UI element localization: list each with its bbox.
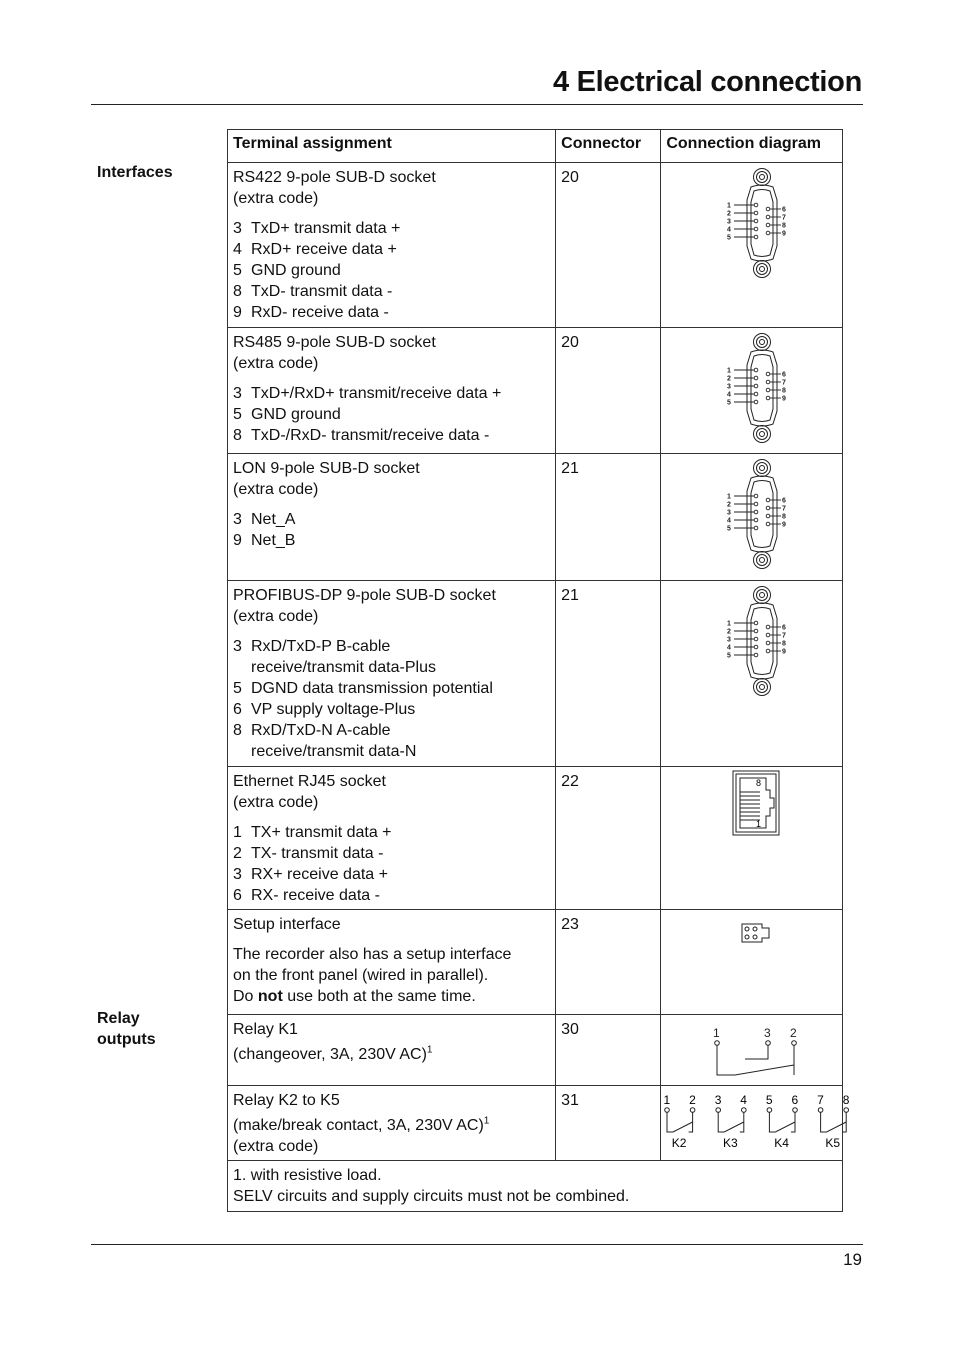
terminal-cell: RS485 9-pole SUB-D socket (extra code) 3 TxD+/RxD+ transmit/receive data + 5 GND ground 8 TxD-/RxD- transmit/receive data - bbox=[228, 328, 556, 454]
relay-pin-terminal bbox=[767, 1108, 772, 1113]
svg-text:6: 6 bbox=[782, 497, 787, 505]
terminal-table bbox=[227, 129, 850, 1212]
table-row bbox=[228, 328, 843, 454]
svg-text:4: 4 bbox=[727, 517, 732, 525]
svg-text:9: 9 bbox=[782, 395, 787, 403]
relay-pin-label: 5 bbox=[766, 1093, 773, 1107]
footnote-cell: 1. with resistive load. SELV circuits and supply circuits must not be combined. bbox=[228, 1161, 843, 1212]
page-title: 4 Electrical connection bbox=[553, 66, 862, 98]
relay-pin-label: 8 bbox=[843, 1093, 850, 1107]
table-row bbox=[228, 163, 843, 328]
diagram-cell bbox=[661, 163, 843, 328]
svg-text:8: 8 bbox=[782, 513, 787, 521]
svg-text:4: 4 bbox=[727, 226, 732, 234]
pin-line: 8 TxD-/RxD- transmit/receive data - bbox=[233, 427, 490, 444]
pin-line: 3 RxD/TxD-P B-cable bbox=[233, 638, 391, 655]
col-header-terminal: Terminal assignment bbox=[228, 130, 556, 163]
svg-text:3: 3 bbox=[727, 383, 732, 391]
pin-line: 9 Net_B bbox=[233, 532, 296, 549]
relay-pin-label: 3 bbox=[764, 1026, 772, 1040]
svg-text:5: 5 bbox=[727, 525, 732, 533]
relay-pin-terminal bbox=[844, 1108, 849, 1113]
svg-text:3: 3 bbox=[727, 509, 732, 517]
svg-text:8: 8 bbox=[782, 640, 787, 648]
svg-text:7: 7 bbox=[782, 214, 787, 222]
relay-pin-terminal bbox=[819, 1108, 824, 1113]
table-row bbox=[228, 767, 843, 910]
svg-text:4: 4 bbox=[727, 644, 732, 652]
svg-text:1: 1 bbox=[727, 202, 732, 210]
relay-pin-terminal bbox=[742, 1108, 747, 1113]
svg-text:1: 1 bbox=[727, 493, 732, 501]
table-row bbox=[228, 454, 843, 581]
footer-rule bbox=[91, 1244, 863, 1245]
diagram-cell bbox=[661, 581, 843, 767]
subd-9pin-socket-icon bbox=[725, 585, 789, 697]
table-row bbox=[228, 1015, 843, 1086]
svg-text:6: 6 bbox=[782, 206, 787, 214]
svg-text:7: 7 bbox=[782, 632, 787, 640]
svg-text:4: 4 bbox=[727, 391, 732, 399]
connector-cell: 20 bbox=[556, 328, 661, 454]
subd-9pin-socket-icon bbox=[725, 458, 789, 570]
svg-text:2: 2 bbox=[727, 501, 732, 509]
relay-contact bbox=[719, 1112, 745, 1132]
pin-line: 3 Net_A bbox=[233, 511, 296, 528]
relay-pin-label: 4 bbox=[740, 1093, 748, 1107]
terminal-cell: Relay K1 (changeover, 3A, 230V AC)$^1$ bbox=[228, 1015, 556, 1086]
svg-text:1: 1 bbox=[727, 367, 732, 375]
svg-text:3: 3 bbox=[727, 636, 732, 644]
svg-text:5: 5 bbox=[727, 652, 732, 660]
pin-line: 8 RxD/TxD-N A-cable bbox=[233, 722, 391, 739]
relay-pin-terminal bbox=[793, 1108, 798, 1113]
diagram-cell bbox=[661, 328, 843, 454]
col-header-connector: Connector bbox=[556, 130, 661, 163]
svg-text:8: 8 bbox=[782, 222, 787, 230]
relay-k2-k5-diagram bbox=[661, 1092, 852, 1156]
relay-name-label: K5 bbox=[825, 1136, 841, 1150]
connector-cell: 21 bbox=[556, 581, 661, 767]
svg-text:6: 6 bbox=[782, 624, 787, 632]
subd-9pin-socket-icon bbox=[725, 332, 789, 444]
subd-socket-diagram bbox=[725, 167, 789, 285]
diagram-cell bbox=[661, 910, 843, 1015]
table-row bbox=[228, 1086, 843, 1161]
terminal-cell: Relay K2 to K5 (make/break contact, 3A, 230V AC)$^1$ (extra code) bbox=[228, 1086, 556, 1161]
pin-line: 1 TX+ transmit data + bbox=[233, 824, 392, 841]
pin-line: 4 RxD+ receive data + bbox=[233, 241, 397, 258]
connector-cell: 21 bbox=[556, 454, 661, 581]
subd-socket-diagram bbox=[725, 585, 789, 703]
subd-9pin-socket-icon bbox=[725, 167, 789, 279]
table-header-row bbox=[228, 130, 843, 163]
diagram-cell bbox=[661, 1015, 843, 1086]
relay-pin-label: 2 bbox=[689, 1093, 697, 1107]
relay-pin-label: 6 bbox=[791, 1093, 799, 1107]
relay-pin-label: 1 bbox=[663, 1093, 671, 1107]
rj45-socket-icon bbox=[732, 770, 782, 836]
pin-line: receive/transmit data-N bbox=[251, 743, 417, 760]
svg-text:3: 3 bbox=[727, 218, 732, 226]
table-row bbox=[228, 581, 843, 767]
svg-text:9: 9 bbox=[782, 230, 787, 238]
terminal-cell: Setup interface The recorder also has a setup interface on the front panel (wired in parallel). Do not use both at the same time. bbox=[228, 910, 556, 1015]
setup-connector-icon bbox=[741, 923, 773, 943]
diagram-cell bbox=[661, 1086, 850, 1161]
pin-line: 3 TxD+ transmit data + bbox=[233, 220, 401, 237]
pin-line: 3 RX+ receive data + bbox=[233, 866, 388, 883]
svg-text:5: 5 bbox=[727, 234, 732, 242]
table-row bbox=[228, 910, 843, 1015]
relay-pin-terminal bbox=[691, 1108, 696, 1113]
relay-pin-terminal bbox=[665, 1108, 670, 1113]
svg-text:2: 2 bbox=[727, 375, 732, 383]
pin-line: 9 RxD- receive data - bbox=[233, 304, 389, 321]
pin-line: receive/transmit data-Plus bbox=[251, 659, 436, 676]
pin-line: 6 RX- receive data - bbox=[233, 887, 380, 904]
relay-contact bbox=[770, 1112, 796, 1132]
terminal-cell: PROFIBUS-DP 9-pole SUB-D socket (extra code) 3 RxD/TxD-P B-cable receive/transmit data-Plus 5 DGND data transmission potential 6 VP supply voltage-Plus 8 RxD/TxD-N A-cable receive/transmit data-N bbox=[228, 581, 556, 767]
section-label-interfaces: Interfaces bbox=[97, 164, 173, 181]
pin-line: 2 TX- transmit data - bbox=[233, 845, 384, 862]
svg-text:2: 2 bbox=[727, 628, 732, 636]
setup-warning: Do not use both at the same time. bbox=[233, 988, 476, 1005]
subd-socket-diagram bbox=[725, 458, 789, 576]
rj45-pin-label: 1 bbox=[756, 819, 762, 829]
relay-name-label: K3 bbox=[723, 1136, 739, 1150]
relay-k1-changeover-diagram bbox=[711, 1023, 803, 1079]
relay-pin-label: 7 bbox=[817, 1093, 825, 1107]
terminal-cell: Ethernet RJ45 socket (extra code) 1 TX+ transmit data + 2 TX- transmit data - 3 RX+ receive data + 6 RX- receive data - bbox=[228, 767, 556, 910]
connector-cell: 30 bbox=[556, 1015, 661, 1086]
relay-name-label: K4 bbox=[774, 1136, 790, 1150]
relay-contact bbox=[821, 1112, 847, 1132]
terminal-cell: RS422 9-pole SUB-D socket (extra code) 3 TxD+ transmit data + 4 RxD+ receive data + 5 GND ground 8 TxD- transmit data - 9 RxD- receive data - bbox=[228, 163, 556, 328]
page-number: 19 bbox=[843, 1250, 862, 1269]
relay-pin-label: 1 bbox=[713, 1026, 721, 1040]
diagram-cell bbox=[661, 767, 843, 910]
svg-text:9: 9 bbox=[782, 648, 787, 656]
connector-cell: 20 bbox=[556, 163, 661, 328]
svg-text:9: 9 bbox=[782, 521, 787, 529]
svg-text:5: 5 bbox=[727, 399, 732, 407]
rj45-pin-label: 8 bbox=[756, 778, 762, 788]
col-header-diagram: Connection diagram bbox=[661, 130, 843, 163]
pin-line: 8 TxD- transmit data - bbox=[233, 283, 393, 300]
svg-text:1: 1 bbox=[727, 620, 732, 628]
connector-cell: 22 bbox=[556, 767, 661, 910]
connector-cell: 31 bbox=[556, 1086, 661, 1161]
pin-line: 5 GND ground bbox=[233, 406, 341, 423]
section-label-relay-outputs: Relay outputs bbox=[97, 1010, 156, 1048]
connector-cell: 23 bbox=[556, 910, 661, 1015]
subd-socket-diagram bbox=[725, 332, 789, 450]
svg-text:6: 6 bbox=[782, 371, 787, 379]
pin-line: 5 DGND data transmission potential bbox=[233, 680, 493, 697]
svg-text:7: 7 bbox=[782, 505, 787, 513]
diagram-cell bbox=[661, 454, 843, 581]
relay-pin-label: 2 bbox=[790, 1026, 798, 1040]
relay-contact bbox=[667, 1112, 693, 1132]
pin-line: 5 GND ground bbox=[233, 262, 341, 279]
pin-line: 3 TxD+/RxD+ transmit/receive data + bbox=[233, 385, 502, 402]
relay-pin-terminal bbox=[716, 1108, 721, 1113]
terminal-cell: LON 9-pole SUB-D socket (extra code) 3 Net_A 9 Net_B bbox=[228, 454, 556, 581]
relay-name-label: K2 bbox=[672, 1136, 687, 1150]
pin-line: 6 VP supply voltage-Plus bbox=[233, 701, 416, 718]
svg-text:2: 2 bbox=[727, 210, 732, 218]
svg-text:8: 8 bbox=[782, 387, 787, 395]
footnote-row bbox=[228, 1161, 843, 1212]
header-rule bbox=[91, 104, 863, 105]
relay-pin-label: 3 bbox=[715, 1093, 722, 1107]
svg-text:7: 7 bbox=[782, 379, 787, 387]
